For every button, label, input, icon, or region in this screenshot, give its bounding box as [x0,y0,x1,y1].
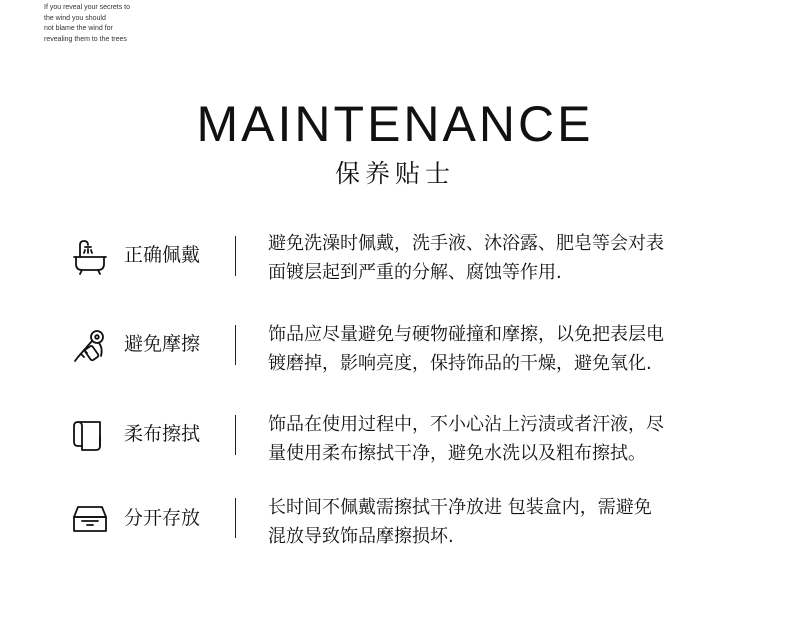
tagline-line: If you reveal your secrets to [44,4,130,11]
tip-label: 分开存放 [124,507,201,529]
tip-label: 正确佩戴 [124,244,201,266]
tip-description-line: 饰品应尽量避免与硬物碰撞和摩擦，以免把表层电 [268,324,664,345]
tip-label: 柔布擦拭 [124,423,201,445]
tip-row-wear-correctly [0,226,790,306]
tip-description-line: 面镀层起到严重的分解、腐蚀等作用. [268,262,562,283]
tip-row-avoid-friction [0,315,790,395]
keys-icon [70,326,110,366]
page-subtitle: 保养贴士 [334,159,455,188]
tip-description [268,410,748,468]
tip-row-store-separately [0,488,790,568]
tip-description-line: 饰品在使用过程中，不小心沾上污渍或者汗液，尽 [268,414,664,435]
divider [235,415,236,455]
tagline-line: the wind you should [44,14,106,22]
storage-box-icon [70,499,110,539]
tip-description [268,320,748,378]
tip-description-line: 避免洗澡时佩戴，洗手液、沐浴露、肥皂等会对表 [268,233,664,254]
tip-description-line: 镀磨掉，影响亮度，保持饰品的干燥，避免氧化. [268,353,652,374]
tip-description-line: 量使用柔布擦拭干净，避免水洗以及粗布擦拭。 [268,443,646,464]
divider [235,236,236,276]
tip-row-soft-cloth [0,405,790,485]
tagline-line: not blame the wind for [44,25,113,32]
cloth-icon [70,416,110,456]
tagline-line: revealing them to the trees [44,35,127,43]
tip-description-line: 混放导致饰品摩擦损坏. [268,526,454,547]
tagline [44,3,164,45]
tip-label: 避免摩擦 [124,333,201,355]
page-title: MAINTENANCE [196,96,594,152]
divider [235,498,236,538]
bathtub-icon [70,237,110,277]
tip-description [268,229,748,287]
divider [235,325,236,365]
tip-description [268,493,748,551]
tip-description-line: 长时间不佩戴需擦拭干净放进 包装盒内，需避免 [268,497,652,518]
